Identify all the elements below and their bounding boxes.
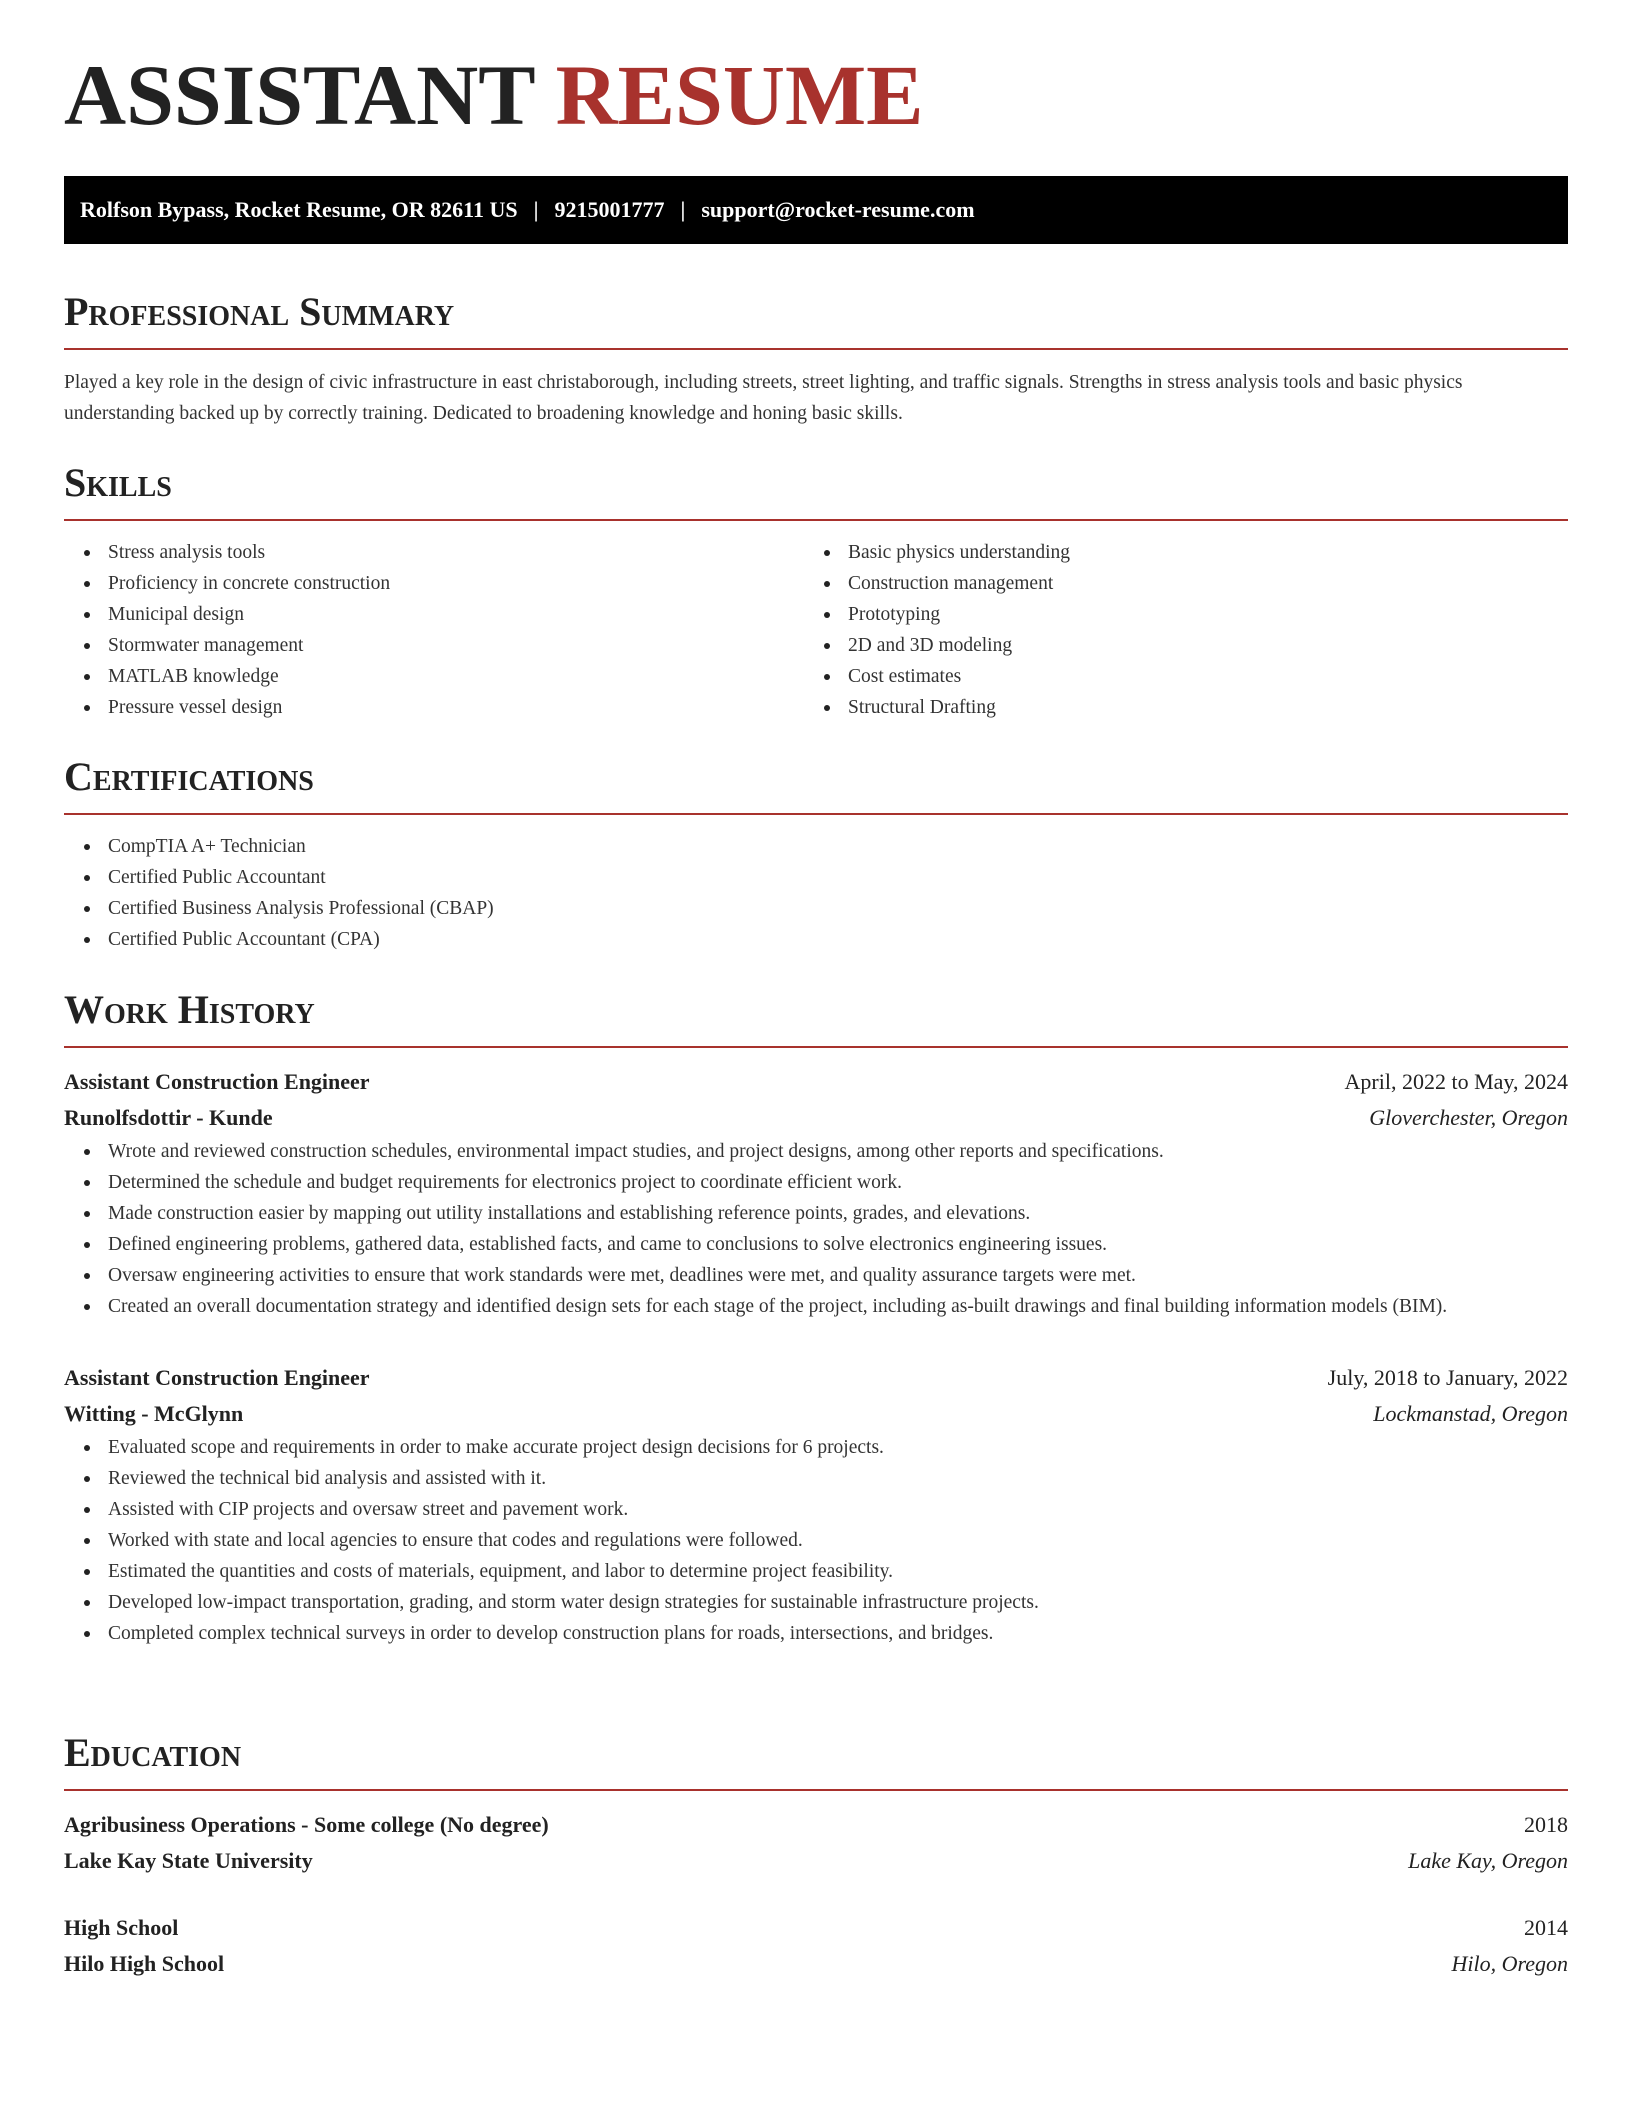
section-title-skills: Skills [64,463,1568,521]
job-company: Runolfsdottir - Kunde [64,1105,273,1130]
education-year: 2018 [1524,1812,1568,1837]
resume-title [64,47,924,143]
job-entry [64,1064,1568,1322]
job-company-row [64,1100,1568,1136]
contact-phone: 9215001777 [554,197,665,222]
job-duty-item: Defined engineering problems, gathered data, established facts, and came to conclusions to solve electronics engineering issues. [64,1229,1568,1260]
certification-item: CompTIA A+ Technician [64,831,1568,862]
job-role: Assistant Construction Engineer [64,1365,370,1390]
job-duty-item: Assisted with CIP projects and oversaw street and pavement work. [64,1494,1568,1525]
education-location: Lake Kay, Oregon [1408,1848,1568,1873]
job-duty-item: Created an overall documentation strategy and identified design sets for each stage of the project, including as-built drawings and final building information models (BIM). [64,1291,1568,1322]
job-location: Lockmanstad, Oregon [1373,1401,1568,1426]
skill-item: Stormwater management [64,630,804,661]
job-dates: April, 2022 to May, 2024 [1344,1069,1568,1094]
education-school-row [64,1843,1568,1879]
title-first-word: ASSISTANT [64,47,535,143]
title-second-word: RESUME [555,47,924,143]
job-company-row [64,1396,1568,1432]
section-title-certifications: Certifications [64,757,1568,815]
job-duty-item: Reviewed the technical bid analysis and assisted with it. [64,1463,1568,1494]
job-entry [64,1360,1568,1649]
skill-item: MATLAB knowledge [64,661,804,692]
certification-item: Certified Public Accountant [64,862,1568,893]
job-duty-item: Made construction easier by mapping out utility installations and establishing reference points, grades, and elevations. [64,1198,1568,1229]
job-duties-list [64,1432,1568,1649]
skill-item: Basic physics understanding [804,537,1544,568]
section-title-education: Education [64,1733,1568,1791]
education-location: Hilo, Oregon [1451,1951,1568,1976]
contact-email: support@rocket-resume.com [701,197,975,222]
skills-list-left [64,537,804,723]
skill-item: Proficiency in concrete construction [64,568,804,599]
section-title-work-history: Work History [64,990,1568,1048]
education-school: Lake Kay State University [64,1848,313,1873]
certifications-list [64,831,1568,955]
certification-item: Certified Business Analysis Professional (CBAP) [64,893,1568,924]
skills-columns [64,537,1568,723]
skills-list-right [804,537,1544,723]
job-duty-item: Worked with state and local agencies to ensure that codes and regulations were followed. [64,1525,1568,1556]
education-school: Hilo High School [64,1951,225,1976]
education-degree: Agribusiness Operations - Some college (No degree) [64,1812,549,1837]
education-section [64,1730,1568,1982]
contact-address: Rolfson Bypass, Rocket Resume, OR 82611 US [80,197,518,222]
job-duty-item: Oversaw engineering activities to ensure that work standards were met, deadlines were met, and quality assurance targets were met. [64,1260,1568,1291]
job-duty-item: Determined the schedule and budget requirements for electronics project to coordinate efficient work. [64,1167,1568,1198]
work-history-section [64,987,1568,1649]
skill-item: Construction management [804,568,1544,599]
job-duty-item: Wrote and reviewed construction schedules, environmental impact studies, and project designs, among other reports and specifications. [64,1136,1568,1167]
certification-item: Certified Public Accountant (CPA) [64,924,1568,955]
skill-item: 2D and 3D modeling [804,630,1544,661]
skill-item: Municipal design [64,599,804,630]
education-degree-row [64,1910,1568,1946]
job-dates: July, 2018 to January, 2022 [1327,1365,1568,1390]
summary-section [64,289,1568,429]
job-company: Witting - McGlynn [64,1401,244,1426]
job-header-row [64,1360,1568,1396]
skill-item: Prototyping [804,599,1544,630]
job-header-row [64,1064,1568,1100]
certifications-section [64,754,1568,955]
job-duty-item: Developed low-impact transportation, grading, and storm water design strategies for sustainable infrastructure projects. [64,1587,1568,1618]
education-year: 2014 [1524,1915,1568,1940]
job-duty-item: Evaluated scope and requirements in order to make accurate project design decisions for 6 projects. [64,1432,1568,1463]
skill-item: Structural Drafting [804,692,1544,723]
job-location: Gloverchester, Oregon [1369,1105,1568,1130]
section-title-summary: Professional Summary [64,292,1568,350]
education-entry [64,1807,1568,1879]
job-duties-list [64,1136,1568,1322]
summary-text: Played a key role in the design of civic infrastructure in east christaborough, including streets, street lighting, and traffic signals. Strengths in stress analysis tools and basic physics understanding backed up by correctly training. Dedicated to broadening knowledge and honing basic skills. [64,372,1463,424]
education-school-row [64,1946,1568,1982]
contact-separator: | [680,197,686,222]
education-entry [64,1910,1568,1982]
education-degree: High School [64,1915,179,1940]
skills-section [64,460,1568,723]
job-role: Assistant Construction Engineer [64,1069,370,1094]
contact-bar [64,176,1568,244]
education-degree-row [64,1807,1568,1843]
contact-separator: | [533,197,539,222]
skill-item: Cost estimates [804,661,1544,692]
skill-item: Stress analysis tools [64,537,804,568]
job-duty-item: Estimated the quantities and costs of materials, equipment, and labor to determine project feasibility. [64,1556,1568,1587]
job-duty-item: Completed complex technical surveys in order to develop construction plans for roads, intersections, and bridges. [64,1618,1568,1649]
skill-item: Pressure vessel design [64,692,804,723]
